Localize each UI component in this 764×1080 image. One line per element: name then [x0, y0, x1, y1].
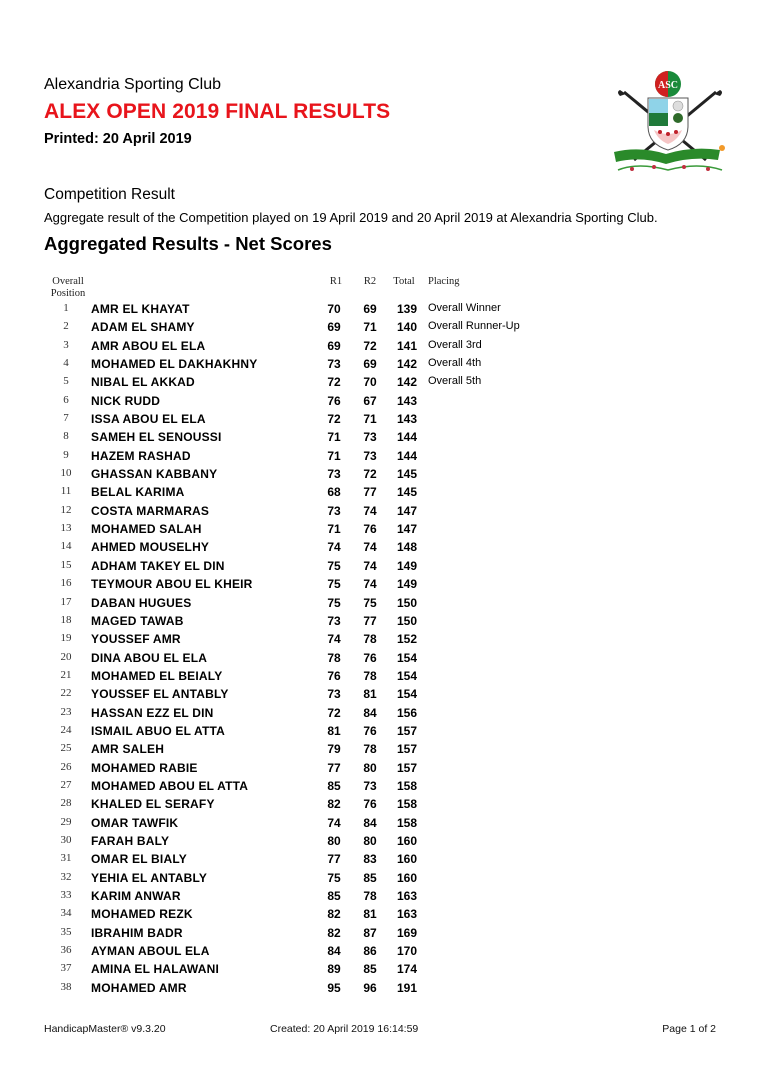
- total-score-cell: 147: [396, 522, 417, 537]
- total-score-cell: 142: [396, 375, 417, 390]
- position-cell: 9: [63, 448, 69, 461]
- round1-score-cell: 75: [327, 558, 341, 573]
- total-score-cell: 160: [396, 833, 417, 848]
- round2-score-cell: 84: [363, 705, 377, 720]
- table-row: [0, 464, 764, 482]
- round2-score-cell: 69: [363, 302, 377, 316]
- table-row: [0, 886, 764, 904]
- total-score-cell: 163: [396, 889, 417, 903]
- round1-score-cell: 75: [327, 577, 341, 592]
- round1-score-cell: 89: [327, 962, 341, 977]
- total-score-cell: 191: [396, 980, 417, 995]
- position-cell: 31: [60, 852, 72, 865]
- table-row: [0, 978, 764, 996]
- player-name-cell: ADHAM TAKEY EL DIN: [91, 558, 225, 573]
- total-score-cell: 143: [396, 393, 417, 408]
- table-row: [0, 611, 764, 629]
- player-name-cell: ADAM EL SHAMY: [91, 320, 195, 335]
- round2-score-cell: 86: [363, 944, 377, 959]
- round1-score-cell: 79: [327, 742, 341, 757]
- round1-score-cell: 69: [327, 320, 341, 335]
- player-name-cell: IBRAHIM BADR: [91, 925, 183, 940]
- player-name-cell: DINA ABOU EL ELA: [91, 650, 208, 665]
- table-row: [0, 923, 764, 941]
- position-cell: 24: [60, 723, 72, 736]
- table-row: [0, 648, 764, 666]
- round2-score-cell: 78: [363, 668, 377, 683]
- round1-score-cell: 73: [327, 503, 341, 518]
- table-row: [0, 354, 764, 372]
- total-score-cell: 149: [396, 558, 417, 573]
- position-cell: 11: [60, 485, 72, 498]
- table-row: [0, 317, 764, 335]
- round2-score-cell: 84: [363, 815, 377, 830]
- total-score-cell: 150: [396, 595, 417, 610]
- player-name-cell: YOUSSEF AMR: [91, 632, 181, 647]
- page-title: ALEX OPEN 2019 FINAL RESULTS: [44, 100, 391, 123]
- round1-score-cell: 84: [327, 944, 341, 959]
- table-row: [0, 593, 764, 611]
- round2-score-cell: 71: [363, 412, 377, 427]
- total-score-cell: 143: [396, 412, 417, 427]
- total-score-cell: 154: [396, 668, 417, 683]
- round1-score-cell: 68: [327, 485, 341, 500]
- player-name-cell: ISMAIL ABUO EL ATTA: [91, 723, 226, 738]
- round1-score-cell: 81: [327, 723, 341, 738]
- total-score-cell: 174: [396, 962, 417, 977]
- player-name-cell: MOHAMED RABIE: [91, 760, 198, 775]
- player-name-cell: AYMAN ABOUL ELA: [91, 944, 210, 959]
- round1-score-cell: 76: [327, 393, 341, 408]
- position-cell: 5: [63, 375, 69, 388]
- total-score-cell: 149: [396, 577, 417, 592]
- round1-score-cell: 77: [327, 760, 341, 775]
- position-cell: 3: [63, 338, 69, 351]
- total-score-cell: 157: [396, 742, 417, 757]
- player-name-cell: OMAR TAWFIK: [91, 815, 179, 830]
- round1-score-cell: 85: [327, 778, 341, 793]
- table-row: [0, 391, 764, 409]
- total-score-cell: 158: [396, 797, 417, 812]
- round2-score-cell: 96: [363, 980, 377, 995]
- round2-score-cell: 71: [363, 320, 377, 335]
- round1-score-cell: 76: [327, 668, 341, 683]
- table-row: [0, 666, 764, 684]
- position-cell: 13: [60, 522, 72, 535]
- round2-score-cell: 78: [363, 632, 377, 647]
- round2-score-cell: 74: [363, 558, 377, 573]
- round1-score-cell: 78: [327, 650, 341, 665]
- total-score-cell: 141: [396, 338, 417, 353]
- player-name-cell: AHMED MOUSELHY: [91, 540, 210, 555]
- column-header-position: [44, 276, 92, 300]
- position-cell: 6: [63, 393, 69, 406]
- table-row: [0, 776, 764, 794]
- total-score-cell: 163: [396, 907, 417, 922]
- total-score-cell: 147: [396, 503, 417, 518]
- table-row: [0, 574, 764, 592]
- round2-score-cell: 77: [363, 613, 377, 628]
- round1-score-cell: 74: [327, 815, 341, 830]
- table-row: [0, 501, 764, 519]
- round1-score-cell: 77: [327, 852, 341, 867]
- svg-text:ASC: ASC: [657, 80, 679, 91]
- table-row: [0, 537, 764, 555]
- player-name-cell: MAGED TAWAB: [91, 613, 184, 628]
- round1-score-cell: 75: [327, 870, 341, 885]
- position-cell: 36: [60, 944, 72, 957]
- player-name-cell: MOHAMED ABOU EL ATTA: [91, 778, 249, 793]
- round2-score-cell: 73: [363, 430, 377, 445]
- player-name-cell: MOHAMED AMR: [91, 980, 187, 995]
- round1-score-cell: 69: [327, 338, 341, 353]
- table-row: [0, 959, 764, 977]
- position-cell: 16: [60, 577, 72, 590]
- position-cell: 28: [60, 797, 72, 810]
- player-name-cell: HASSAN EZZ EL DIN: [91, 705, 214, 720]
- round1-score-cell: 82: [327, 907, 341, 922]
- round2-score-cell: 77: [363, 485, 377, 500]
- total-score-cell: 145: [396, 467, 417, 482]
- player-name-cell: NICK RUDD: [91, 393, 161, 408]
- table-row: [0, 482, 764, 500]
- player-name-cell: AMINA EL HALAWANI: [91, 962, 220, 977]
- table-row: [0, 868, 764, 886]
- player-name-cell: AMR SALEH: [91, 742, 165, 757]
- competition-description: Aggregate result of the Competition played on 19 April 2019 and 20 April 2019 at Alexandria Sporting Club.: [44, 210, 658, 225]
- total-score-cell: 156: [396, 705, 417, 720]
- placing-cell: Overall Runner-Up: [428, 320, 520, 333]
- player-name-cell: MOHAMED EL DAKHAKHNY: [91, 357, 258, 372]
- position-cell: 37: [60, 962, 72, 975]
- position-cell: 20: [60, 650, 72, 663]
- round2-score-cell: 74: [363, 503, 377, 518]
- position-cell: 1: [63, 302, 69, 314]
- position-cell: 32: [60, 870, 72, 883]
- player-name-cell: COSTA MARMARAS: [91, 503, 210, 518]
- table-row: [0, 758, 764, 776]
- position-cell: 25: [60, 742, 72, 755]
- player-name-cell: FARAH BALY: [91, 833, 170, 848]
- round1-score-cell: 75: [327, 595, 341, 610]
- total-score-cell: 142: [396, 357, 417, 372]
- footer-page-number: Page 1 of 2: [662, 1023, 716, 1035]
- total-score-cell: 144: [396, 448, 417, 463]
- competition-heading: Competition Result: [44, 186, 175, 203]
- table-row: [0, 372, 764, 390]
- total-score-cell: 154: [396, 687, 417, 702]
- round2-score-cell: 67: [363, 393, 377, 408]
- position-cell: 10: [60, 467, 72, 480]
- total-score-cell: 158: [396, 778, 417, 793]
- position-cell: 7: [63, 412, 69, 425]
- column-header-r2: R2: [363, 276, 377, 287]
- table-row: [0, 941, 764, 959]
- table-row: [0, 299, 764, 317]
- round2-score-cell: 69: [363, 357, 377, 372]
- table-row: [0, 556, 764, 574]
- total-score-cell: 157: [396, 760, 417, 775]
- table-row: [0, 446, 764, 464]
- position-cell: 8: [63, 430, 69, 443]
- round2-score-cell: 76: [363, 650, 377, 665]
- player-name-cell: BELAL KARIMA: [91, 485, 185, 500]
- position-cell: 4: [63, 357, 69, 370]
- table-row: [0, 721, 764, 739]
- player-name-cell: AMR ABOU EL ELA: [91, 338, 206, 353]
- round2-score-cell: 85: [363, 870, 377, 885]
- column-header-total: Total: [393, 276, 415, 287]
- total-score-cell: 139: [396, 302, 417, 316]
- table-row: [0, 703, 764, 721]
- total-score-cell: 152: [396, 632, 417, 647]
- round2-score-cell: 75: [363, 595, 377, 610]
- table-row: [0, 904, 764, 922]
- position-cell: 29: [60, 815, 72, 828]
- round2-score-cell: 83: [363, 852, 377, 867]
- footer-software: HandicapMaster® v9.3.20: [44, 1023, 166, 1035]
- table-row: [0, 849, 764, 867]
- club-name: Alexandria Sporting Club: [44, 76, 221, 93]
- round2-score-cell: 70: [363, 375, 377, 390]
- round2-score-cell: 85: [363, 962, 377, 977]
- round2-score-cell: 73: [363, 448, 377, 463]
- position-cell: 27: [60, 778, 72, 791]
- round1-score-cell: 71: [327, 448, 341, 463]
- player-name-cell: SAMEH EL SENOUSSI: [91, 430, 222, 445]
- round2-score-cell: 76: [363, 797, 377, 812]
- table-row: [0, 336, 764, 354]
- total-score-cell: 150: [396, 613, 417, 628]
- position-cell: 22: [60, 687, 72, 700]
- table-row: [0, 794, 764, 812]
- table-row: [0, 519, 764, 537]
- round1-score-cell: 72: [327, 705, 341, 720]
- position-cell: 15: [60, 558, 72, 571]
- round2-score-cell: 81: [363, 907, 377, 922]
- total-score-cell: 169: [396, 925, 417, 940]
- total-score-cell: 158: [396, 815, 417, 830]
- position-cell: 14: [60, 540, 72, 553]
- round2-score-cell: 81: [363, 687, 377, 702]
- player-name-cell: DABAN HUGUES: [91, 595, 192, 610]
- placing-cell: Overall 5th: [428, 375, 482, 388]
- club-crest-icon: [610, 66, 730, 186]
- club-logo: [610, 66, 730, 186]
- round1-score-cell: 73: [327, 613, 341, 628]
- player-name-cell: MOHAMED SALAH: [91, 522, 202, 537]
- round1-score-cell: 73: [327, 467, 341, 482]
- total-score-cell: 148: [396, 540, 417, 555]
- results-table: [0, 299, 764, 996]
- round2-score-cell: 80: [363, 833, 377, 848]
- player-name-cell: NIBAL EL AKKAD: [91, 375, 195, 390]
- position-cell: 23: [60, 705, 72, 718]
- total-score-cell: 145: [396, 485, 417, 500]
- round2-score-cell: 76: [363, 522, 377, 537]
- round1-score-cell: 70: [327, 302, 341, 316]
- player-name-cell: MOHAMED EL BEIALY: [91, 668, 223, 683]
- total-score-cell: 144: [396, 430, 417, 445]
- player-name-cell: HAZEM RASHAD: [91, 448, 191, 463]
- round2-score-cell: 80: [363, 760, 377, 775]
- round2-score-cell: 78: [363, 889, 377, 903]
- round2-score-cell: 74: [363, 540, 377, 555]
- total-score-cell: 170: [396, 944, 417, 959]
- round1-score-cell: 95: [327, 980, 341, 995]
- round1-score-cell: 85: [327, 889, 341, 903]
- player-name-cell: GHASSAN KABBANY: [91, 467, 218, 482]
- footer-created: Created: 20 April 2019 16:14:59: [270, 1023, 419, 1035]
- table-row: [0, 427, 764, 445]
- round1-score-cell: 73: [327, 357, 341, 372]
- position-cell: 17: [60, 595, 72, 608]
- table-row: [0, 629, 764, 647]
- player-name-cell: ISSA ABOU EL ELA: [91, 412, 206, 427]
- column-header-position-line1: Overall: [52, 276, 84, 287]
- player-name-cell: YEHIA EL ANTABLY: [91, 870, 208, 885]
- table-row: [0, 813, 764, 831]
- round1-score-cell: 72: [327, 375, 341, 390]
- position-cell: 19: [60, 632, 72, 645]
- round2-score-cell: 76: [363, 723, 377, 738]
- column-header-position-line2: Position: [50, 288, 86, 299]
- position-cell: 2: [63, 320, 69, 333]
- placing-cell: Overall 4th: [428, 357, 482, 370]
- player-name-cell: KARIM ANWAR: [91, 889, 181, 903]
- round2-score-cell: 74: [363, 577, 377, 592]
- round1-score-cell: 82: [327, 797, 341, 812]
- total-score-cell: 154: [396, 650, 417, 665]
- position-cell: 38: [60, 980, 72, 993]
- position-cell: 21: [60, 668, 72, 681]
- table-row: [0, 409, 764, 427]
- position-cell: 35: [60, 925, 72, 938]
- player-name-cell: TEYMOUR ABOU EL KHEIR: [91, 577, 253, 592]
- player-name-cell: KHALED EL SERAFY: [91, 797, 215, 812]
- round2-score-cell: 87: [363, 925, 377, 940]
- round1-score-cell: 74: [327, 540, 341, 555]
- total-score-cell: 157: [396, 723, 417, 738]
- table-row: [0, 739, 764, 757]
- section-title: Aggregated Results - Net Scores: [44, 233, 332, 254]
- table-row: [0, 831, 764, 849]
- round1-score-cell: 80: [327, 833, 341, 848]
- round2-score-cell: 73: [363, 778, 377, 793]
- round1-score-cell: 73: [327, 687, 341, 702]
- round1-score-cell: 72: [327, 412, 341, 427]
- position-cell: 34: [60, 907, 72, 920]
- round1-score-cell: 71: [327, 430, 341, 445]
- round2-score-cell: 78: [363, 742, 377, 757]
- round2-score-cell: 72: [363, 467, 377, 482]
- player-name-cell: AMR EL KHAYAT: [91, 302, 190, 316]
- position-cell: 26: [60, 760, 72, 773]
- column-header-placing: Placing: [428, 276, 460, 287]
- position-cell: 33: [60, 889, 72, 901]
- position-cell: 30: [60, 833, 72, 846]
- position-cell: 12: [60, 503, 72, 516]
- column-header-r1: R1: [329, 276, 343, 287]
- total-score-cell: 160: [396, 852, 417, 867]
- player-name-cell: YOUSSEF EL ANTABLY: [91, 687, 229, 702]
- position-cell: 18: [60, 613, 72, 626]
- player-name-cell: OMAR EL BIALY: [91, 852, 187, 867]
- total-score-cell: 160: [396, 870, 417, 885]
- placing-cell: Overall Winner: [428, 302, 501, 314]
- round2-score-cell: 72: [363, 338, 377, 353]
- round1-score-cell: 71: [327, 522, 341, 537]
- round1-score-cell: 74: [327, 632, 341, 647]
- player-name-cell: MOHAMED REZK: [91, 907, 193, 922]
- round1-score-cell: 82: [327, 925, 341, 940]
- printed-date: Printed: 20 April 2019: [44, 131, 192, 147]
- placing-cell: Overall 3rd: [428, 338, 482, 351]
- total-score-cell: 140: [396, 320, 417, 335]
- table-row: [0, 684, 764, 702]
